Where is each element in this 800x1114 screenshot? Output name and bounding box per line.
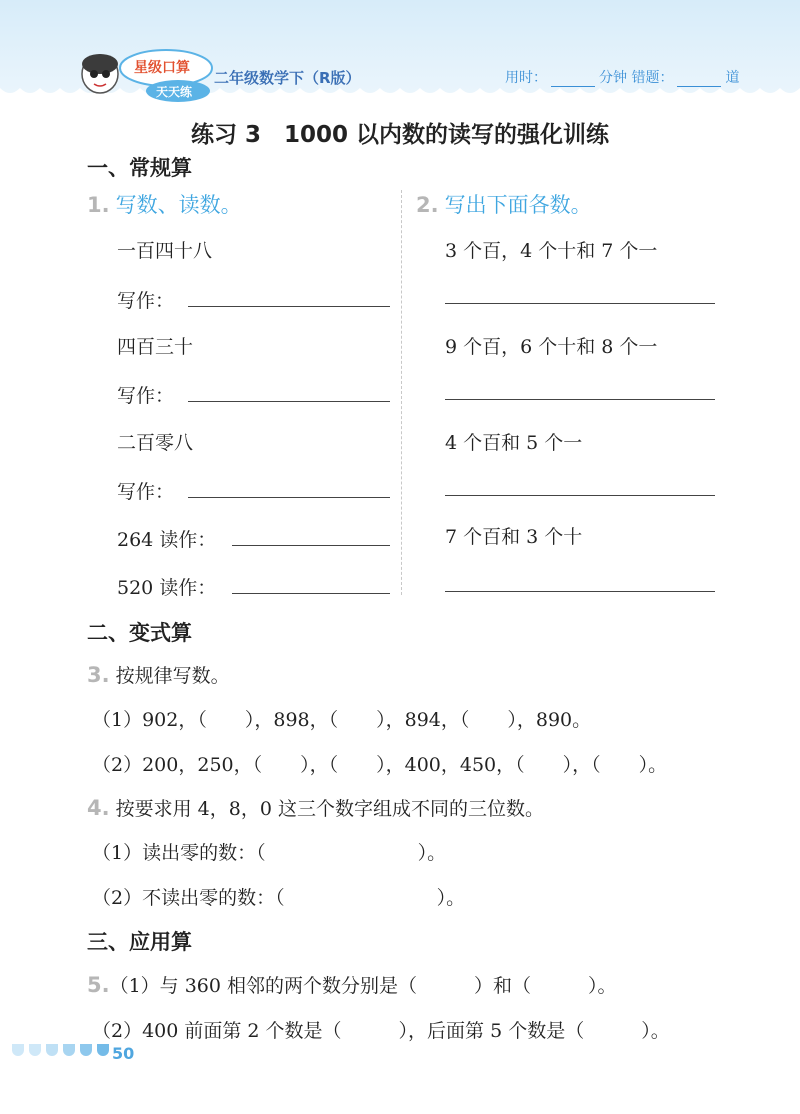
q4-heading xyxy=(87,794,544,821)
q2-item-3: 4 个百和 5 个一 xyxy=(445,432,583,454)
page-number: 50 xyxy=(112,1044,135,1063)
q2-title: 写出下面各数。 xyxy=(444,193,592,217)
q3-title: 按规律写数。 xyxy=(115,665,230,687)
q1-heading xyxy=(87,189,242,219)
section-1-heading: 一、常规算 xyxy=(87,156,192,180)
page-header xyxy=(0,0,800,100)
q1-write-label-2: 写作： xyxy=(117,385,175,407)
q3-number: 3. xyxy=(87,663,110,687)
q5-line-2[interactable]: （2）400 前面第 2 个数是（ ），后面第 5 个数是（ ）。 xyxy=(92,1020,670,1042)
q2-answer-line-3[interactable] xyxy=(445,495,715,496)
q2-item-4: 7 个百和 3 个十 xyxy=(445,526,583,548)
q1-read-line-1[interactable] xyxy=(232,545,390,546)
q4-line-1[interactable]: （1）读出零的数：（ ）。 xyxy=(92,842,447,864)
logo-line2: 天天练 xyxy=(156,85,193,99)
q5-line-1[interactable]: （1）与 360 相邻的两个数分别是（ ）和（ ）。 xyxy=(109,975,617,997)
q1-write-label-3: 写作： xyxy=(117,481,175,503)
q1-read-item-2: 520 读作： xyxy=(117,577,217,599)
q3-line-2[interactable]: （2）200，250，（ ），（ ），400，450，（ ），（ ）。 xyxy=(92,754,668,776)
q4-number: 4. xyxy=(87,796,110,820)
q1-item-2: 四百三十 xyxy=(117,336,194,358)
q2-answer-line-1[interactable] xyxy=(445,303,715,304)
q5-number: 5. xyxy=(87,973,110,997)
q1-answer-line-2[interactable] xyxy=(188,401,390,402)
q1-title: 写数、读数。 xyxy=(115,193,242,217)
q4-title: 按要求用 4，8，0 这三个数字组成不同的三位数。 xyxy=(115,798,544,820)
q1-write-label-1: 写作： xyxy=(117,290,175,312)
q1-read-item-1: 264 读作： xyxy=(117,529,217,551)
q2-heading xyxy=(416,189,592,219)
q5-line-1-row[interactable] xyxy=(87,971,617,998)
q4-line-2[interactable]: （2）不读出零的数：（ ）。 xyxy=(92,887,466,909)
page-title: 练习 3 1000 以内数的读写的强化训练 xyxy=(190,122,610,148)
time-blank[interactable] xyxy=(551,72,595,87)
section-3-heading: 三、应用算 xyxy=(87,930,192,954)
q1-item-3: 二百零八 xyxy=(117,432,194,454)
book-series: 二年级数学下（R版） xyxy=(214,69,361,87)
q3-heading xyxy=(87,661,230,688)
logo-line1: 星级口算 xyxy=(134,60,190,76)
q2-answer-line-4[interactable] xyxy=(445,591,715,592)
minute-label: 分钟 xyxy=(599,70,627,86)
q1-item-1: 一百四十八 xyxy=(117,240,213,262)
q1-number: 1. xyxy=(87,193,110,217)
q2-item-1: 3 个百，4 个十和 7 个一 xyxy=(445,240,658,262)
time-label: 用时： xyxy=(505,70,547,86)
q1-answer-line-1[interactable] xyxy=(188,306,390,307)
brand-logo xyxy=(78,46,213,104)
q3-line-1[interactable]: （1）902，（ ），898，（ ），894，（ ），890。 xyxy=(92,709,592,731)
errors-blank[interactable] xyxy=(677,72,721,87)
q1-answer-line-3[interactable] xyxy=(188,497,390,498)
q2-item-2: 9 个百，6 个十和 8 个一 xyxy=(445,336,658,358)
q1-read-line-2[interactable] xyxy=(232,593,390,594)
timing-fields xyxy=(505,67,739,87)
item-label: 道 xyxy=(725,70,740,86)
errors-label: 错题： xyxy=(631,70,674,86)
q2-answer-line-2[interactable] xyxy=(445,399,715,400)
section-2-heading: 二、变式算 xyxy=(87,621,192,645)
column-divider xyxy=(401,190,402,595)
q2-number: 2. xyxy=(416,193,439,217)
